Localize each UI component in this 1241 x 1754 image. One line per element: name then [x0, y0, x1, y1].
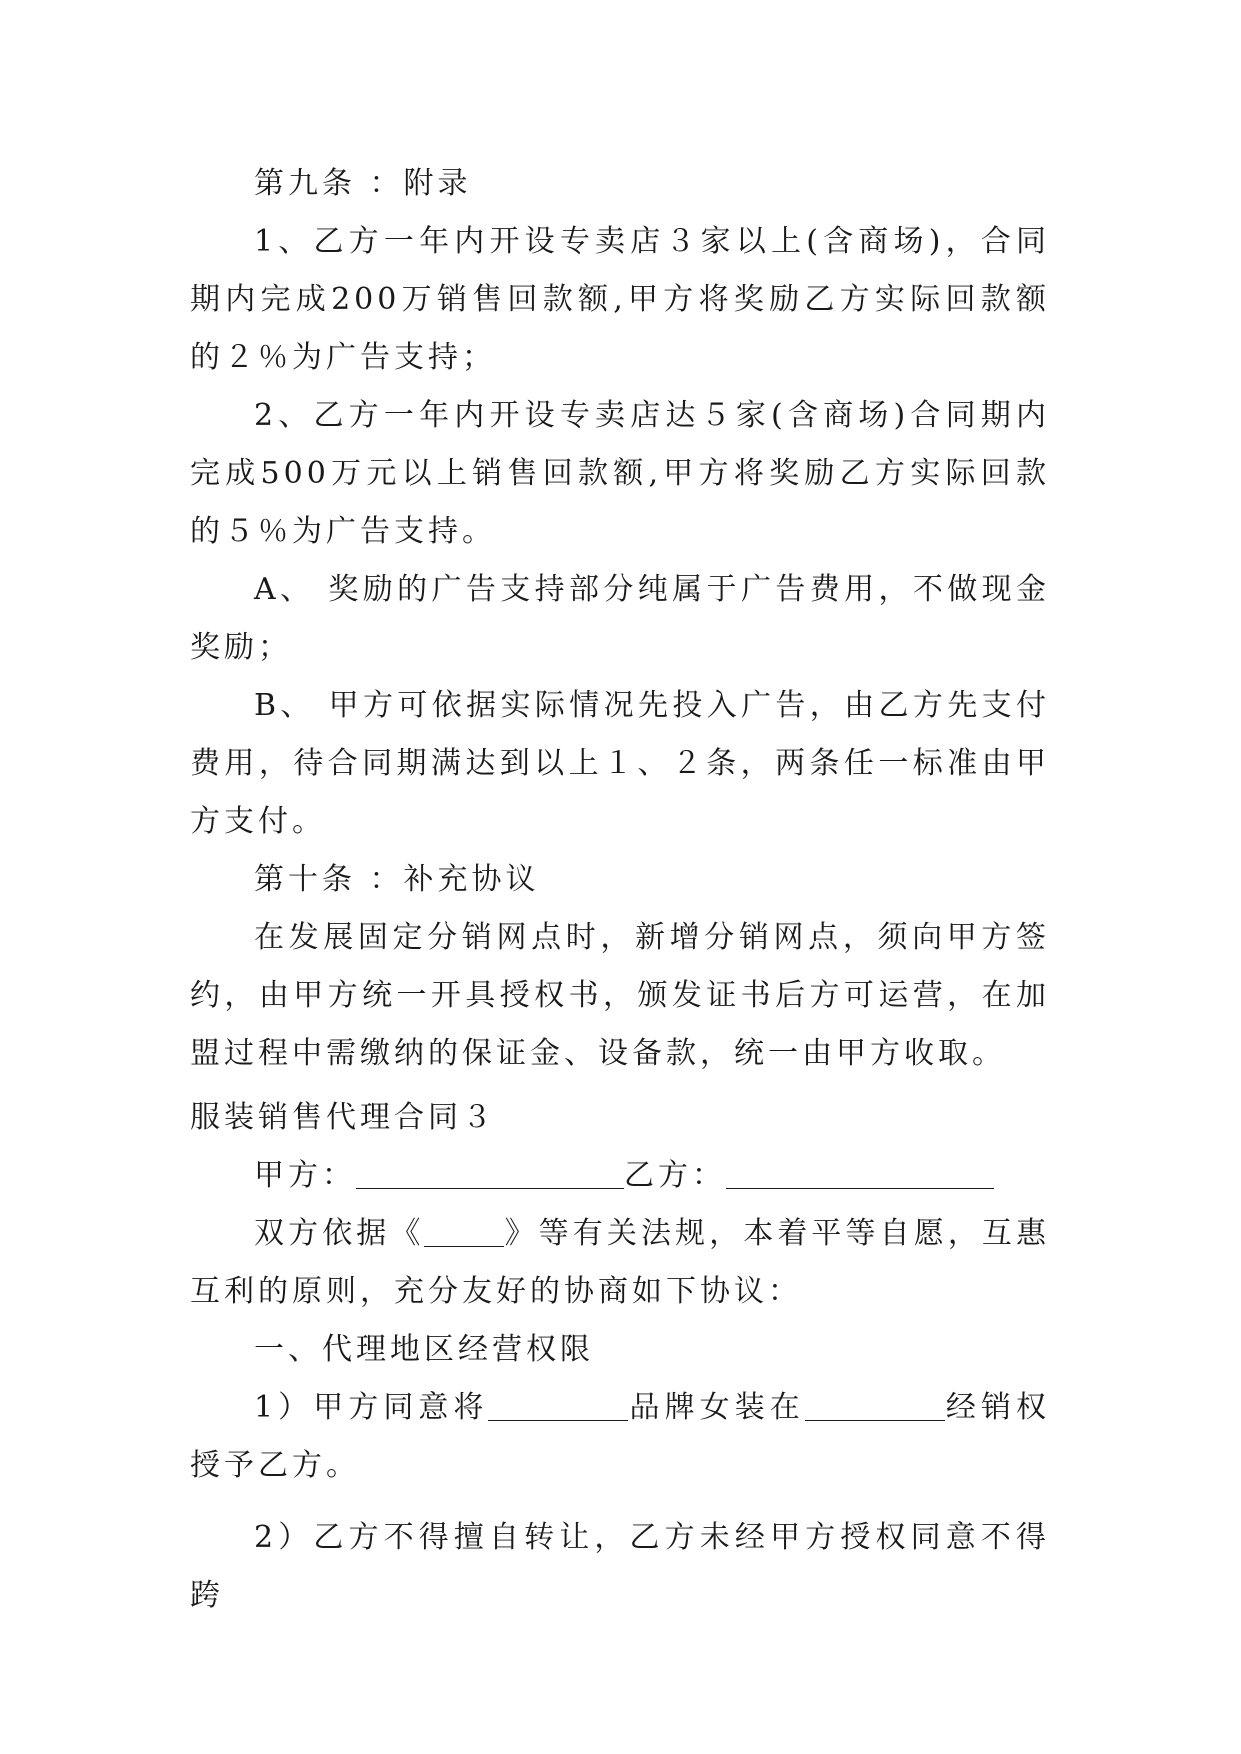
clause-1-suffix: 经销权授予乙方。 [190, 1390, 1050, 1483]
article-9-item-2: 2、乙方一年内开设专卖店达５家(含商场)合同期内完成500万元以上销售回款额,甲方将奖励乙方实际回款的５％为广告支持。 [190, 398, 1050, 549]
section-1-heading: 一、代理地区经营权限 [254, 1332, 594, 1367]
law-name-blank [424, 1216, 504, 1247]
document-page [190, 155, 1050, 1625]
contract-3-title: 服装销售代理合同３ [190, 1100, 496, 1135]
party-b-blank [726, 1158, 994, 1189]
article-9-item-1: 1、乙方一年内开设专卖店３家以上(含商场)，合同期内完成200万销售回款额,甲方将奖励乙方实际回款额的２％为广告支持； [190, 224, 1050, 375]
clause-2: 2）乙方不得擅自转让，乙方未经甲方授权同意不得跨 [190, 1520, 1050, 1613]
parties-line [190, 1147, 1050, 1205]
article-9-item-b: B、 甲方可依据实际情况先投入广告，由乙方先支付费用，待合同期满达到以上１、２条，两条任一标准由甲方支付。 [190, 688, 1050, 839]
party-b-label: 乙方： [624, 1158, 726, 1193]
party-a-blank [356, 1158, 624, 1189]
article-10-text: 在发展固定分销网点时，新增分销网点，须向甲方签约，由甲方统一开具授权书，颁发证书后方可运营，在加盟过程中需缴纳的保证金、设备款，统一由甲方收取。 [190, 920, 1050, 1071]
article-10-heading: 第十条 ：补充协议 [254, 862, 540, 897]
article-9-item-a: A、 奖励的广告支持部分纯属于广告费用，不做现金奖励； [190, 572, 1050, 665]
article-9-heading: 第九条 ：附录 [254, 166, 472, 201]
region-blank [805, 1390, 945, 1421]
legal-basis-prefix: 双方依据《 [254, 1216, 425, 1251]
party-a-label: 甲方： [254, 1158, 356, 1193]
clause-1 [190, 1379, 1050, 1495]
legal-basis-suffix: 》等有关法规，本着平等自愿，互惠互利的原则，充分友好的协商如下协议： [190, 1216, 1051, 1309]
brand-blank [488, 1390, 628, 1421]
clause-1-mid: 品牌女装在 [628, 1390, 805, 1425]
legal-basis-paragraph [190, 1205, 1050, 1321]
clause-1-prefix: 1）甲方同意将 [254, 1390, 489, 1425]
